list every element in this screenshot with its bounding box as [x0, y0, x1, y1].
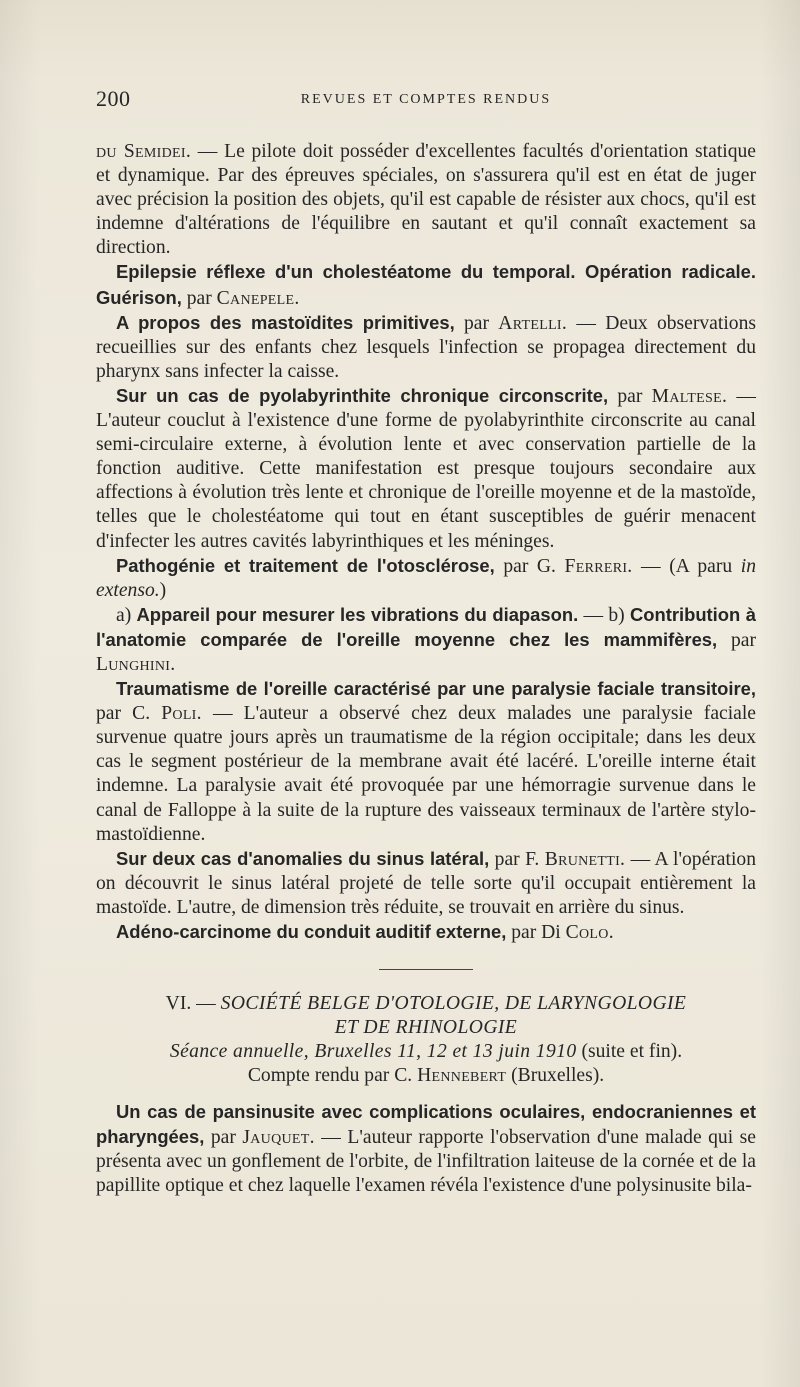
- entry-par: par C.: [96, 703, 162, 725]
- report-prefix: Compte rendu par C.: [247, 1065, 418, 1087]
- entry-author: Poli.: [161, 703, 202, 725]
- session-suffix: (suite et fin).: [576, 1041, 683, 1063]
- entry-title: Un cas de pansinusite avec complications oculaires, endocraniennes et pharyngées,: [96, 1101, 756, 1148]
- entry-pansinusite: [96, 1100, 756, 1198]
- entry-par: par: [454, 312, 499, 334]
- section-title-line2: ET DE RHINOLOGIE: [334, 1017, 518, 1039]
- entry-text: — A l'opération on découvrit le sinus latéral projeté de telle sorte qu'il occupait entièrement la mastoïde. L'autre, de dimension très réduite, se trouvait en arrière du sinus.: [96, 848, 756, 918]
- entry-author: Lunghini.: [96, 653, 176, 675]
- section-heading: [96, 992, 756, 1088]
- report-author: Hennebert: [417, 1065, 507, 1087]
- entry-par: par: [204, 1127, 243, 1149]
- entry-title: Traumatisme de l'oreille caractérisé par une paralysie faciale transitoire,: [116, 678, 756, 700]
- entry-text: — L'auteur rapporte l'observation d'une malade qui se présenta avec un gonflement de l'orbite, de l'infiltration laiteuse de la cornée et de la papillite optique et chez laquelle l'examen révéla l'existence d'une polysinusite bila-: [96, 1127, 756, 1197]
- entry-par: par: [608, 385, 652, 407]
- entry-text: — L'auteur a observé chez deux malades une paralysie faciale survenue quatre jours après un traumatisme de la région occipitale; dans les deux cas le segment postérieur de la membrane avait été lacéré. L'oreille interne était indemne. La paralysie avait été provoquée par une hémorragie survenue dans le canal de Falloppe à la suite de la rupture des vaisseaux terminaux de l'artère stylo-mastoïdienne.: [96, 703, 756, 845]
- entry-author: Canepele.: [216, 287, 300, 309]
- entry-label-a: a): [116, 604, 137, 626]
- entry-in-extenso: in extenso.: [96, 555, 756, 601]
- entry-author: Jauquet.: [242, 1127, 315, 1149]
- running-head: REVUES ET COMPTES RENDUS: [300, 92, 552, 107]
- entry-continuation: [96, 140, 756, 260]
- report-suffix: (Bruxelles).: [506, 1065, 605, 1087]
- entry-author: Ferreri.: [564, 555, 633, 577]
- entry-author: Maltese.: [651, 385, 728, 407]
- section-number: VI. —: [165, 993, 216, 1015]
- entry-sinus-lateral: [96, 847, 756, 920]
- entry-author: Colo.: [565, 922, 614, 943]
- entry-text: — Le pilote doit posséder d'excellentes facultés d'orientation statique et dynamique. Par des épreuves spéciales, on s'assurera qu'il est en état de juger avec précision la position des objets, qu'il est capable de résister aux chocs, qu'il est indemne d'altérations de l'équilibre en sautant et qu'il connaît exactement sa direction.: [96, 141, 756, 259]
- entry-title: Adéno-carcinome du conduit auditif externe,: [116, 921, 507, 942]
- entry-author: Brunetti.: [544, 848, 626, 870]
- entry-par: par G.: [494, 555, 565, 577]
- section-report: [96, 1064, 756, 1088]
- section-divider: [379, 969, 473, 970]
- entry-title: A propos des mastoïdites primitives,: [116, 311, 455, 333]
- entry-title-a: Appareil pour mesurer les vibrations du diapason.: [136, 603, 579, 625]
- article-body: [96, 140, 756, 1198]
- entry-title: Pathogénie et traitement de l'otosclérose,: [116, 554, 495, 576]
- entry-par: par Di: [506, 922, 566, 943]
- entry-diapason: [96, 603, 756, 677]
- entry-traumatisme: [96, 677, 756, 847]
- entry-text-end: ): [159, 579, 167, 601]
- entry-label-b: — b): [578, 604, 630, 626]
- entry-title: Sur un cas de pyolabyrinthite chronique circonscrite,: [116, 384, 609, 406]
- entry-author: Artelli.: [498, 312, 568, 334]
- entry-text: — (A paru: [632, 555, 741, 577]
- entry-par: par: [717, 629, 757, 651]
- entry-par: par F.: [489, 848, 545, 870]
- page-header: [96, 86, 756, 126]
- entry-title: Sur deux cas d'anomalies du sinus latéral,: [116, 847, 490, 869]
- entry-par: par: [181, 287, 217, 309]
- entry-title: Epilepsie réflexe d'un cholestéatome du temporal. Opération radicale. Guérison,: [96, 261, 756, 308]
- session-date: Séance annuelle, Bruxelles 11, 12 et 13 juin 1910: [169, 1041, 577, 1063]
- entry-adeno-carcinome: [96, 920, 756, 945]
- page-number: 200: [96, 86, 131, 111]
- entry-author: du Semidei.: [96, 141, 192, 162]
- spacer: [96, 1088, 756, 1100]
- entry-epilepsie: [96, 260, 756, 310]
- entry-title-b: Contribution à l'anatomie comparée de l'oreille moyenne chez les mammifères,: [96, 603, 756, 650]
- entry-text: — Deux observations recueillies sur des enfants chez lesquels l'infection se propagea directement du pharynx sans infecter la caisse.: [96, 312, 756, 382]
- entry-otosclerose: [96, 554, 756, 603]
- section-title-line1: [96, 992, 756, 1016]
- entry-pyolabyrinthite: [96, 384, 756, 554]
- section-session: [96, 1040, 756, 1064]
- entry-mastoidites: [96, 311, 756, 384]
- entry-text: — L'auteur couclut à l'existence d'une forme de pyolabyrinthite circonscrite au canal semi-circulaire externe, à évolution lente et avec conservation partielle de la fonction auditive. Cette manifestation est presque toujours secondaire aux affections à évolution très lente et chronique de l'oreille moyenne et de la mastoïde, telles que le cholestéatome qui tout en étant susceptibles de guérir menacent d'infecter les autres cavités labyrinthiques et les méninges.: [96, 385, 756, 552]
- section-title: SOCIÉTÉ BELGE D'OTOLOGIE, DE LARYNGOLOGIE: [220, 993, 687, 1015]
